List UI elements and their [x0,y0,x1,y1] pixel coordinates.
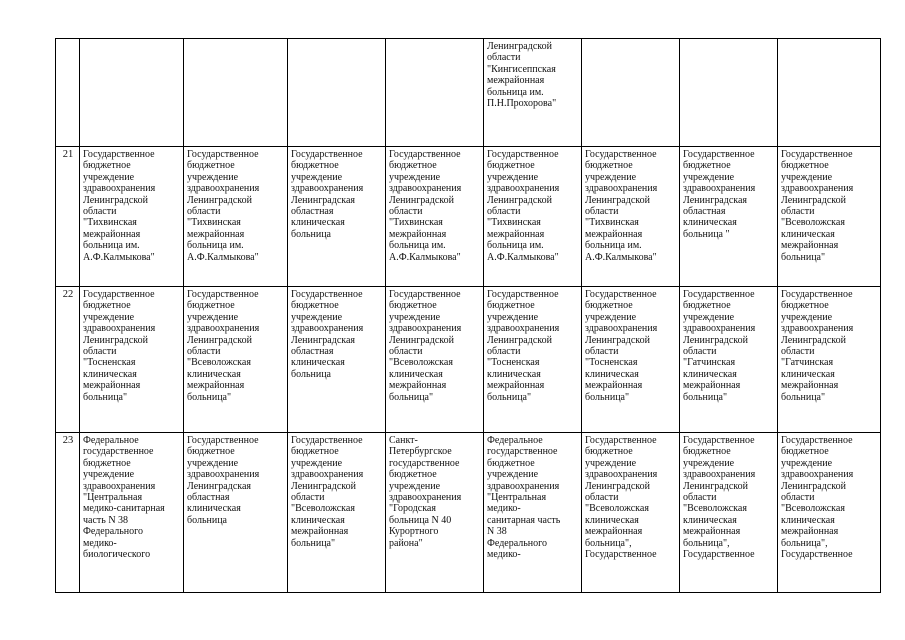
table-cell [680,39,778,147]
table-cell [288,147,386,287]
table-row [56,287,881,433]
cell-text: Государственное бюджетное учреждение здравоохранения Ленинградской области "Тихвинская межрайонная больница им. А.Ф.Калмыкова" [389,149,462,263]
table-cell [184,287,288,433]
cell-text: Государственное бюджетное учреждение здравоохранения Ленинградской области "Тосненская клиническая межрайонная больница" [585,289,658,403]
table-cell [680,147,778,287]
cell-text: Федеральное государственное бюджетное учреждение здравоохранения "Центральная медико- санитарная часть N 38 Федерального медико- [487,435,561,561]
cell-text: Государственное бюджетное учреждение здравоохранения Ленинградская областная клиническая больница " [683,149,756,240]
table-cell [386,433,484,593]
cell-text: Государственное бюджетное учреждение здравоохранения Ленинградской области "Всеволожская клиническая межрайонная больница" [389,289,462,403]
table-cell [288,39,386,147]
cell-text: Государственное бюджетное учреждение здравоохранения Ленинградская областная клиническая больница [291,289,364,380]
table-cell [184,433,288,593]
table-cell [484,433,582,593]
row-number-cell [56,39,80,147]
cell-text: Государственное бюджетное учреждение здравоохранения Ленинградской области "Тихвинская межрайонная больница им. А.Ф.Калмыкова" [83,149,156,263]
cell-text: Государственное бюджетное учреждение здравоохранения Ленинградской области "Всеволожская клиническая межрайонная больница", Государственное [781,435,854,561]
table-cell [386,39,484,147]
table-cell [80,39,184,147]
table-cell [80,287,184,433]
cell-text: Государственное бюджетное учреждение здравоохранения Ленинградской области "Тосненская клиническая межрайонная больница" [487,289,560,403]
cell-text: Государственное бюджетное учреждение здравоохранения Ленинградской области "Тихвинская межрайонная больница им. А.Ф.Калмыкова" [585,149,658,263]
cell-text: Государственное бюджетное учреждение здравоохранения Ленинградская областная клиническая больница [291,149,364,240]
cell-text: Государственное бюджетное учреждение здравоохранения Ленинградской области "Гатчинская клиническая межрайонная больница" [781,289,854,403]
cell-text: Государственное бюджетное учреждение здравоохранения Ленинградской области "Тихвинская межрайонная больница им. А.Ф.Калмыкова" [487,149,560,263]
cell-text: Государственное бюджетное учреждение здравоохранения Ленинградской области "Всеволожская клиническая межрайонная больница" [781,149,854,263]
table-row [56,433,881,593]
cell-text: Государственное бюджетное учреждение здравоохранения Ленинградская областная клиническая больница [187,435,260,526]
table-cell [484,287,582,433]
table-cell [778,287,881,433]
cell-text: Государственное бюджетное учреждение здравоохранения Ленинградской области "Тосненская клиническая межрайонная больница" [83,289,156,403]
table-cell [582,287,680,433]
table-cell [288,287,386,433]
table-row [56,39,881,147]
table-cell [680,433,778,593]
row-number-cell: 22 [56,287,80,433]
cell-text: Государственное бюджетное учреждение здравоохранения Ленинградской области "Гатчинская клиническая межрайонная больница" [683,289,756,403]
table-cell [582,147,680,287]
table-cell [80,147,184,287]
table-cell [582,39,680,147]
table-cell [778,433,881,593]
cell-text: Государственное бюджетное учреждение здравоохранения Ленинградской области "Всеволожская клиническая межрайонная больница", Государственное [683,435,756,561]
table-cell [288,433,386,593]
table-cell [80,433,184,593]
row-number-cell: 21 [56,147,80,287]
table-cell [484,147,582,287]
table-cell [386,147,484,287]
table-cell [184,39,288,147]
table-cell [582,433,680,593]
table-cell [484,39,582,147]
table-row [56,147,881,287]
cell-text: Государственное бюджетное учреждение здравоохранения Ленинградской области "Тихвинская межрайонная больница им. А.Ф.Калмыкова" [187,149,260,263]
cell-text: Санкт- Петербургское государственное бюджетное учреждение здравоохранения "Городская больница N 40 Курортного района" [389,435,462,549]
cell-text: Ленинградской области "Кингисеппская межрайонная больница им. П.Н.Прохорова" [487,41,557,110]
cell-text: Государственное бюджетное учреждение здравоохранения Ленинградской области "Всеволожская клиническая межрайонная больница", Государственное [585,435,658,561]
table-cell [778,147,881,287]
table-cell [680,287,778,433]
cell-text: Федеральное государственное бюджетное учреждение здравоохранения "Центральная медико-санитарная часть N 38 Федерального медико- биологического [83,435,165,561]
hospital-routing-table [55,38,881,593]
table-cell [386,287,484,433]
cell-text: Государственное бюджетное учреждение здравоохранения Ленинградской области "Всеволожская клиническая межрайонная больница" [291,435,364,549]
cell-text: Государственное бюджетное учреждение здравоохранения Ленинградской области "Всеволожская клиническая межрайонная больница" [187,289,260,403]
row-number-cell: 23 [56,433,80,593]
table-cell [184,147,288,287]
table-cell [778,39,881,147]
